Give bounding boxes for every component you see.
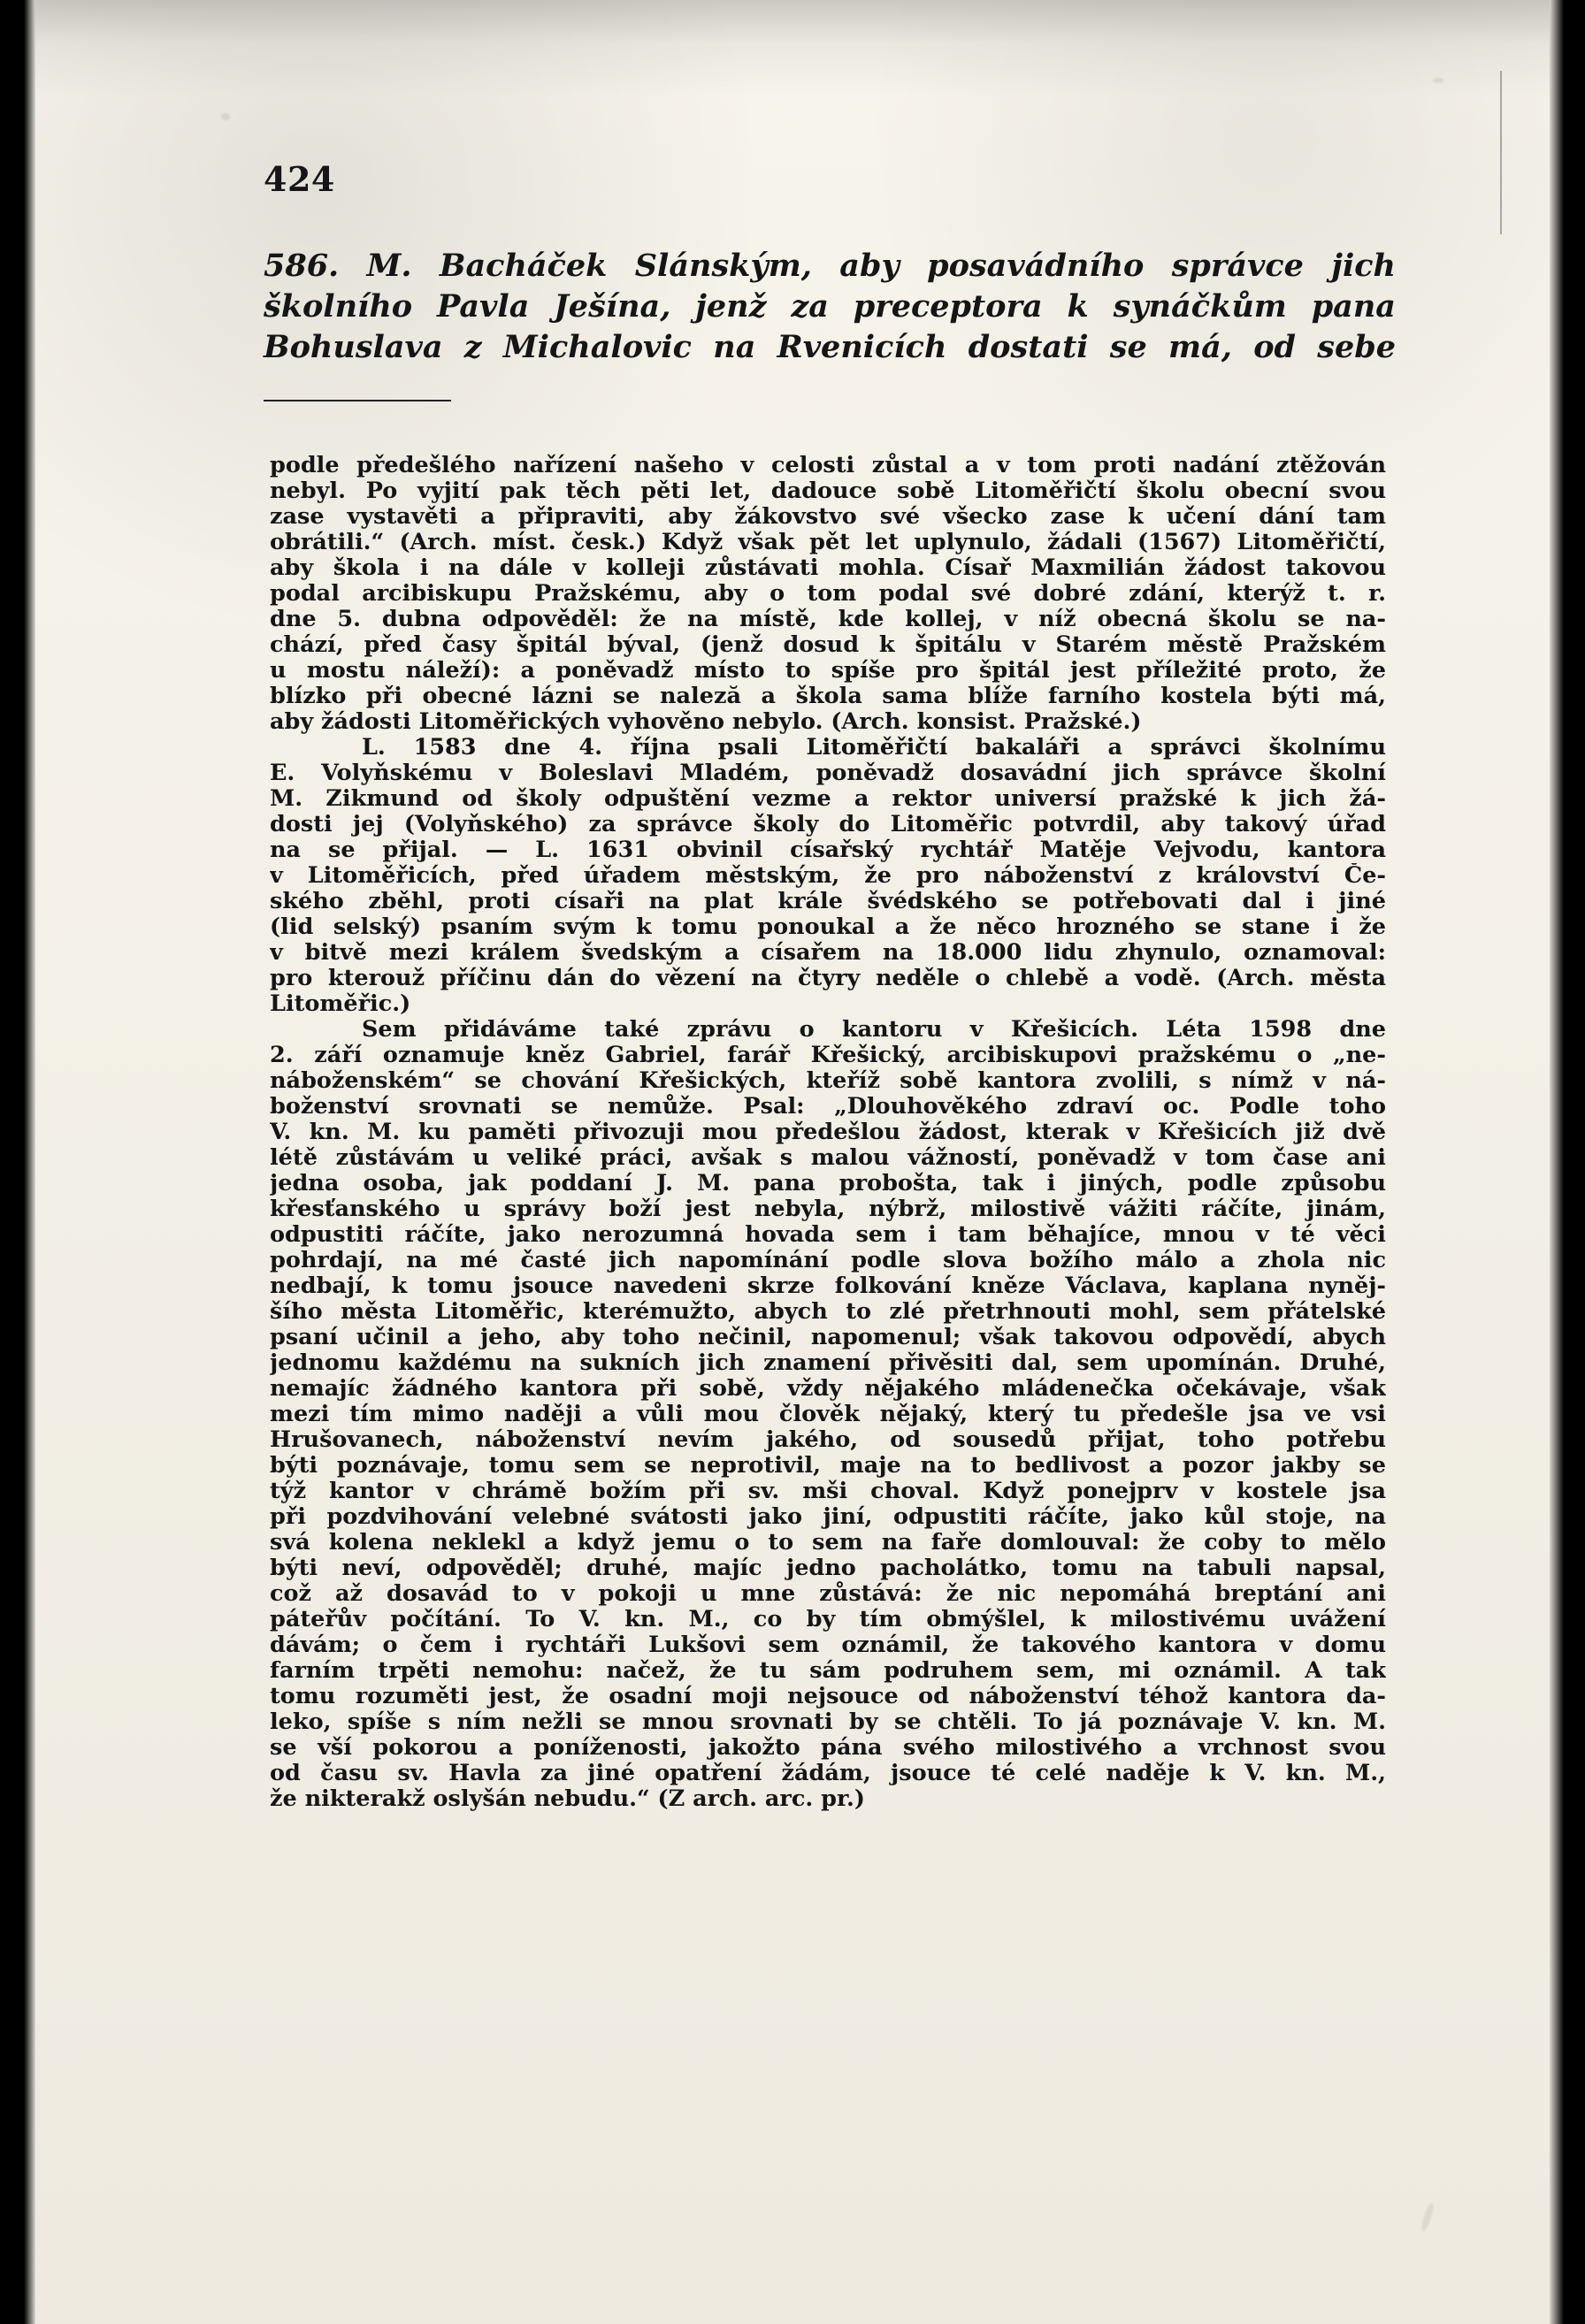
body-line: odpustiti ráčíte, jako nerozumná hovada sem i tam běhajíce, mnou v té věci [270,1222,1386,1248]
body-line: 2. září oznamuje kněz Gabriel, farář Křešický, arcibiskupovi pražskému o „ne- [270,1043,1386,1068]
entry-heading [264,246,1396,368]
body-line: týž kantor v chrámě božím při sv. mši choval. Když ponejprv v kostele jsa [270,1479,1386,1504]
body-line: zase vystavěti a připraviti, aby žákovstvo své všecko zase k učení dání tam [270,504,1386,530]
body-line: blízko při obecné lázni se naleză a škola sama blíže farního kostela býti má, [270,684,1386,709]
body-line: křesťanského u správy boží jest nebyla, nýbrž, milostivě vážiti ráčíte, jinám, [270,1196,1386,1222]
body-line: jednomu každému na sukních jich znamení přivěsiti dal, sem upomínán. Druhé, [270,1350,1386,1376]
body-text [270,453,1386,1812]
body-line: psaní učinil a jeho, aby toho nečinil, napomenul; však takovou odpovědí, abych [270,1325,1386,1350]
body-line: V. kn. M. ku paměti přivozuji mou předešlou žádost, kterak v Křešicích již dvě [270,1120,1386,1145]
body-line: Hrušovanech, náboženství nevím jakého, od sousedů přijat, toho potřebu [270,1427,1386,1453]
body-line: aby škola i na dále v kolleji zůstávati mohla. Císař Maxmilián žádost takovou [270,555,1386,581]
scan-top-shadow [0,0,1585,97]
page-number: 424 [264,159,335,199]
left-scan-border [0,0,35,2324]
body-line: (lid selský) psaním svým k tomu ponoukal a že něco hrozného se stane i že [270,914,1386,940]
heading-separator [264,400,451,401]
body-line: což až dosavád to v pokoji u mne zůstává: že nic nepomáhá breptání ani [270,1581,1386,1607]
body-line: šího města Litoměřic, kterémužto, abych to zlé přetrhnouti mohl, sem přátelské [270,1299,1386,1325]
heading-line-2: školního Pavla Ješína, jenž za preceptora k synáčkům pana [264,288,1396,325]
paper-speck [1433,78,1443,83]
body-line: chází, před časy špitál býval, (jenž dosud k špitálu v Starém městě Pražském [270,632,1386,658]
body-line: podle předešlého nařízení našeho v celosti zůstal a v tom proti nadání ztěžován [270,453,1386,478]
body-line: v Litoměřicích, před úřadem městským, že pro náboženství z království Če- [270,863,1386,889]
body-line: v bitvě mezi králem švedským a císařem na 18.000 lidu zhynulo, oznamoval: [270,940,1386,966]
body-line: náboženském“ se chování Křešických, kteříž sobě kantora zvolili, s nímž v ná- [270,1068,1386,1094]
body-line: nemajíc žádného kantora při sobě, vždy nějakého mládenečka očekávaje, však [270,1376,1386,1402]
body-line: pohrdají, na mé časté jich napomínání podle slova božího málo a zhola nic [270,1248,1386,1273]
body-line: býti poznávaje, tomu sem se neprotivil, maje na to bedlivost a pozor jakby se [270,1453,1386,1479]
body-line: ského zběhl, proti císaři na plat krále švédského se potřebovati dal i jiné [270,889,1386,914]
body-line: na se přijal. — L. 1631 obvinil císařský rychtář Matěje Vejvodu, kantora [270,837,1386,863]
body-line: M. Zikmund od školy odpuštění vezme a rektor universí pražské k jich žá- [270,786,1386,812]
body-line: svá kolena neklekl a když jemu o to sem na faře domlouval: že coby to mělo [270,1530,1386,1556]
body-line: aby žádosti Litoměřických vyhověno nebylo. (Arch. konsist. Pražské.) [270,709,1142,735]
paper-speck [221,113,230,120]
body-line: pro kterouž příčinu dán do vězení na čtyry neděle o chlebě a vodě. (Arch. města [270,966,1386,991]
body-line: dosti jej (Volyňského) za správce školy do Litoměřic potvrdil, aby takový úřad [270,812,1386,837]
body-line: nebyl. Po vyjití pak těch pěti let, dadouce sobě Litoměřičtí školu obecní svou [270,478,1386,504]
heading-line-1: 586. M. Bacháček Slánským, aby posavádního správce jich [264,248,1396,284]
body-line: podal arcibiskupu Pražskému, aby o tom podal své dobré zdání, kterýž t. r. [270,581,1386,607]
body-line: páteřův počítání. To V. kn. M., co by tím obmýšlel, k milostivému uvážení [270,1607,1386,1632]
right-margin-line [1500,71,1502,234]
right-scan-border [1550,0,1585,2324]
body-line: od času sv. Havla za jiné opatření žádám, jsouce té celé naděje k V. kn. M., [270,1761,1386,1786]
body-line: dávám; o čem i rychtáři Lukšovi sem oznámil, že takového kantora v domu [270,1632,1386,1658]
body-line: při pozdvihování velebné svátosti jako jiní, odpustiti ráčíte, jako kůl stoje, na [270,1504,1386,1530]
body-line: L. 1583 dne 4. října psali Litoměřičtí bakaláři a správci školnímu [362,735,1386,761]
body-line: že nikterakž oslyšán nebudu.“ (Z arch. arc. pr.) [270,1786,865,1812]
body-line: u mostu náleží): a poněvadž místo to spíše pro špitál jest příležité proto, že [270,658,1386,684]
body-line: mezi tím mimo naději a vůli mou člověk nějaký, který tu předešle jsa ve vsi [270,1402,1386,1427]
body-line: se vší pokorou a poníženosti, jakožto pána svého milostivého a vrchnost svou [270,1735,1386,1761]
body-line: býti neví, odpověděl; druhé, majíc jedno pacholátko, tomu na tabuli napsal, [270,1556,1386,1581]
paper-mark [1420,2202,1436,2233]
body-line: létě zůstávám u veliké práci, avšak s malou vážností, poněvadž v tom čase ani [270,1145,1386,1171]
body-line: E. Volyňskému v Boleslavi Mladém, poněvadž dosavádní jich správce školní [270,761,1386,786]
body-line: farním trpěti nemohu: načež, že tu sám podruhem sem, mi oznámil. A tak [270,1658,1386,1684]
body-line: dne 5. dubna odpověděl: že na místě, kde kollej, v níž obecná školu se na- [270,607,1386,632]
body-line: leko, spíše s ním nežli se mnou srovnati by se chtěli. To já poznávaje V. kn. M. [270,1709,1386,1735]
body-line: obrátili.“ (Arch. míst. česk.) Když však pět let uplynulo, žádali (1567) Litoměřičtí, [270,530,1386,555]
heading-line-3: Bohuslava z Michalovic na Rvenicích dostati se má, od sebe [264,329,1396,365]
body-line: boženství srovnati se nemůže. Psal: „Dlouhověkého zdraví oc. Podle toho [270,1094,1386,1120]
body-line: tomu rozuměti jest, že osadní moji nejsouce od náboženství téhož kantora da- [270,1684,1386,1709]
body-line: Litoměřic.) [270,991,411,1017]
body-line: nedbají, k tomu jsouce navedeni skrze folkování kněze Václava, kaplana nyněj- [270,1273,1386,1299]
body-line: Sem přidáváme také zprávu o kantoru v Křešicích. Léta 1598 dne [362,1017,1386,1043]
body-line: jedna osoba, jak poddaní J. M. pana proboštа, tak i jiných, podle způsobu [270,1171,1386,1196]
